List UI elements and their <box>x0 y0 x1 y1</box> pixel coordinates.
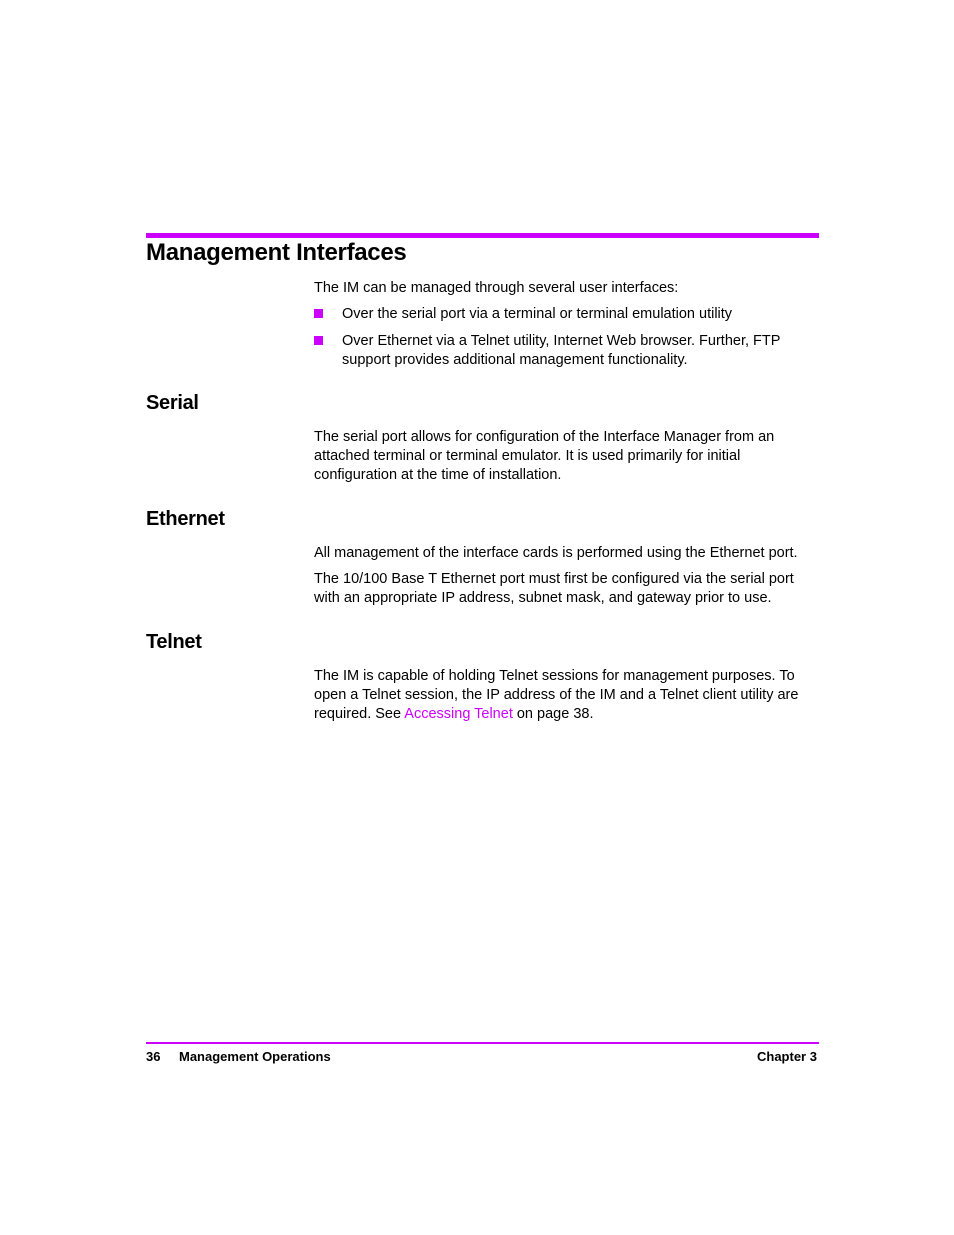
bullet-text: Over the serial port via a terminal or terminal emulation utility <box>342 306 733 322</box>
telnet-text-end: on page 38. <box>512 706 594 722</box>
page-number: 36 <box>146 1049 161 1064</box>
bullet-text: Over Ethernet via a Telnet utility, Internet Web browser. Further, FTP support provides additional management functionality. <box>342 333 781 368</box>
page-title: Management Interfaces <box>146 239 407 266</box>
serial-paragraph: The serial port allows for configuration of the Interface Manager from an attached terminal or terminal emulator. It is used primarily for initial configuration at the time of installation. <box>314 429 775 483</box>
bullet-square-icon <box>314 309 323 318</box>
telnet-text: The IM is capable of holding Telnet sessions for management purposes. To open a Telnet session, the IP address of the IM and a Telnet client utility are required. See <box>314 668 799 722</box>
footer-section-title: Management Operations <box>179 1049 331 1064</box>
footer-rule <box>146 1042 819 1044</box>
footer-chapter: Chapter 3 <box>757 1049 817 1064</box>
bullet-square-icon <box>314 336 323 345</box>
intro-paragraph: The IM can be managed through several user interfaces: <box>314 280 679 296</box>
ethernet-paragraph-2: The 10/100 Base T Ethernet port must first be configured via the serial port with an appropriate IP address, subnet mask, and gateway prior to use. <box>314 571 794 606</box>
ethernet-paragraph-1: All management of the interface cards is performed using the Ethernet port. <box>314 545 798 561</box>
section-heading-ethernet: Ethernet <box>146 508 225 530</box>
list-item <box>314 332 814 370</box>
telnet-paragraph <box>314 667 814 724</box>
accessing-telnet-link[interactable]: Accessing Telnet <box>404 706 513 722</box>
section-heading-serial: Serial <box>146 392 199 414</box>
list-item <box>314 305 814 324</box>
section-heading-telnet: Telnet <box>146 631 202 653</box>
